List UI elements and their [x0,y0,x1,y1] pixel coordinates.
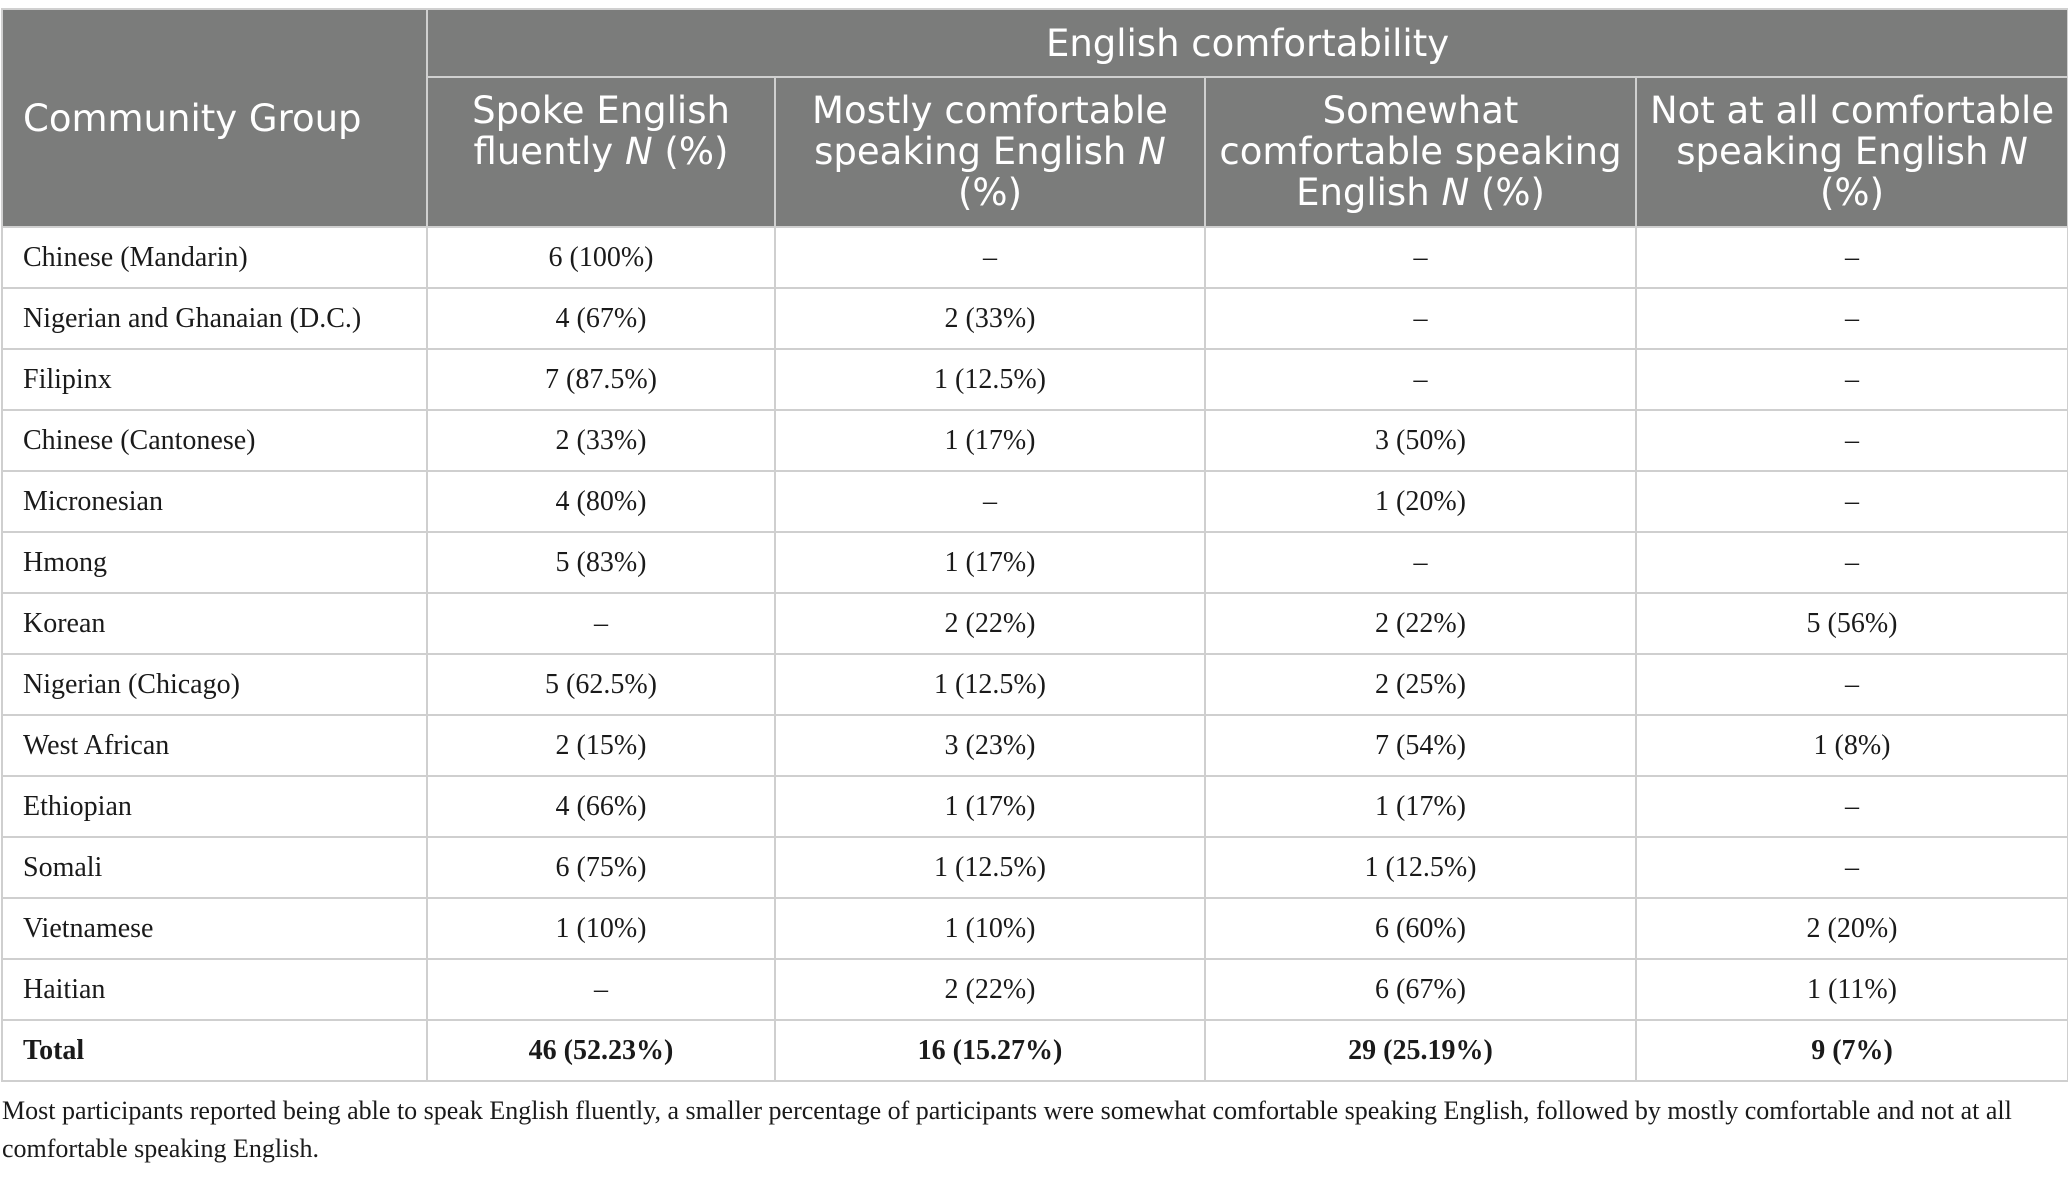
cell-spoke-fluently: 2 (15%) [427,715,775,776]
cell-somewhat-comfortable: 7 (54%) [1205,715,1636,776]
cell-mostly-comfortable: 1 (17%) [775,532,1205,593]
cell-spoke-fluently: 6 (100%) [427,227,775,288]
header-english-comfortability: English comfortability [427,9,2068,77]
cell-spoke-fluently: 46 (52.23%) [427,1020,775,1081]
table-row [2,959,2068,1020]
cell-not-at-all-comfortable: 1 (11%) [1636,959,2068,1020]
cell-somewhat-comfortable: 2 (25%) [1205,654,1636,715]
row-group-name: Micronesian [2,471,427,532]
cell-spoke-fluently: 4 (66%) [427,776,775,837]
cell-mostly-comfortable: – [775,227,1205,288]
table-container [0,8,2068,1168]
header-not-at-all-comfortable: Not at all comfortable speaking English N (%) [1636,77,2068,227]
cell-mostly-comfortable: 16 (15.27%) [775,1020,1205,1081]
cell-mostly-comfortable: 3 (23%) [775,715,1205,776]
cell-somewhat-comfortable: 6 (67%) [1205,959,1636,1020]
table-row [2,532,2068,593]
table-row [2,837,2068,898]
table-row [2,410,2068,471]
cell-not-at-all-comfortable: – [1636,532,2068,593]
cell-not-at-all-comfortable: 1 (8%) [1636,715,2068,776]
row-group-name: Korean [2,593,427,654]
row-group-name: Ethiopian [2,776,427,837]
row-group-name: Somali [2,837,427,898]
table-row [2,227,2068,288]
cell-somewhat-comfortable: 1 (20%) [1205,471,1636,532]
cell-mostly-comfortable: 1 (12.5%) [775,349,1205,410]
cell-not-at-all-comfortable: 2 (20%) [1636,898,2068,959]
cell-mostly-comfortable: 2 (33%) [775,288,1205,349]
cell-spoke-fluently: 4 (80%) [427,471,775,532]
cell-spoke-fluently: 5 (83%) [427,532,775,593]
cell-spoke-fluently: – [427,593,775,654]
cell-spoke-fluently: 2 (33%) [427,410,775,471]
cell-mostly-comfortable: – [775,471,1205,532]
cell-mostly-comfortable: 1 (10%) [775,898,1205,959]
row-group-name: Filipinx [2,349,427,410]
header-community-group: Community Group [2,9,427,227]
cell-somewhat-comfortable: 2 (22%) [1205,593,1636,654]
cell-not-at-all-comfortable: – [1636,837,2068,898]
cell-spoke-fluently: 5 (62.5%) [427,654,775,715]
row-group-name: West African [2,715,427,776]
cell-mostly-comfortable: 2 (22%) [775,593,1205,654]
row-group-name: Nigerian (Chicago) [2,654,427,715]
cell-spoke-fluently: 4 (67%) [427,288,775,349]
cell-spoke-fluently: 1 (10%) [427,898,775,959]
cell-mostly-comfortable: 1 (17%) [775,410,1205,471]
cell-not-at-all-comfortable: 9 (7%) [1636,1020,2068,1081]
cell-not-at-all-comfortable: 5 (56%) [1636,593,2068,654]
table-row [2,349,2068,410]
row-group-name: Haitian [2,959,427,1020]
cell-not-at-all-comfortable: – [1636,410,2068,471]
cell-somewhat-comfortable: 1 (17%) [1205,776,1636,837]
cell-somewhat-comfortable: 6 (60%) [1205,898,1636,959]
cell-somewhat-comfortable: 3 (50%) [1205,410,1636,471]
table-row [2,288,2068,349]
header-somewhat-comfortable: Somewhat comfortable speaking English N (%) [1205,77,1636,227]
cell-mostly-comfortable: 1 (12.5%) [775,654,1205,715]
row-group-name: Hmong [2,532,427,593]
cell-not-at-all-comfortable: – [1636,776,2068,837]
cell-mostly-comfortable: 2 (22%) [775,959,1205,1020]
row-group-name: Chinese (Mandarin) [2,227,427,288]
row-group-name: Nigerian and Ghanaian (D.C.) [2,288,427,349]
row-group-name: Vietnamese [2,898,427,959]
cell-spoke-fluently: 7 (87.5%) [427,349,775,410]
table-row [2,471,2068,532]
table-row [2,593,2068,654]
header-mostly-comfortable: Mostly comfortable speaking English N (%) [775,77,1205,227]
table-row [2,654,2068,715]
cell-somewhat-comfortable: 29 (25.19%) [1205,1020,1636,1081]
cell-not-at-all-comfortable: – [1636,654,2068,715]
cell-spoke-fluently: – [427,959,775,1020]
header-spoke-fluently: Spoke English fluently N (%) [427,77,775,227]
table-row [2,776,2068,837]
table-row [2,715,2068,776]
cell-somewhat-comfortable: – [1205,532,1636,593]
cell-not-at-all-comfortable: – [1636,349,2068,410]
table-body [2,227,2068,1081]
table-row-total [2,1020,2068,1081]
cell-somewhat-comfortable: – [1205,349,1636,410]
cell-mostly-comfortable: 1 (17%) [775,776,1205,837]
english-comfortability-table [1,8,2068,1082]
cell-not-at-all-comfortable: – [1636,288,2068,349]
cell-not-at-all-comfortable: – [1636,227,2068,288]
cell-somewhat-comfortable: 1 (12.5%) [1205,837,1636,898]
row-group-name: Total [2,1020,427,1081]
table-row [2,898,2068,959]
cell-somewhat-comfortable: – [1205,227,1636,288]
cell-mostly-comfortable: 1 (12.5%) [775,837,1205,898]
row-group-name: Chinese (Cantonese) [2,410,427,471]
table-footnote: Most participants reported being able to speak English fluently, a smaller percentage of participants were somewhat comfortable speaking English, followed by mostly comfortable and not at all comfortable speaking English. [2,1096,2012,1163]
cell-not-at-all-comfortable: – [1636,471,2068,532]
cell-somewhat-comfortable: – [1205,288,1636,349]
cell-spoke-fluently: 6 (75%) [427,837,775,898]
